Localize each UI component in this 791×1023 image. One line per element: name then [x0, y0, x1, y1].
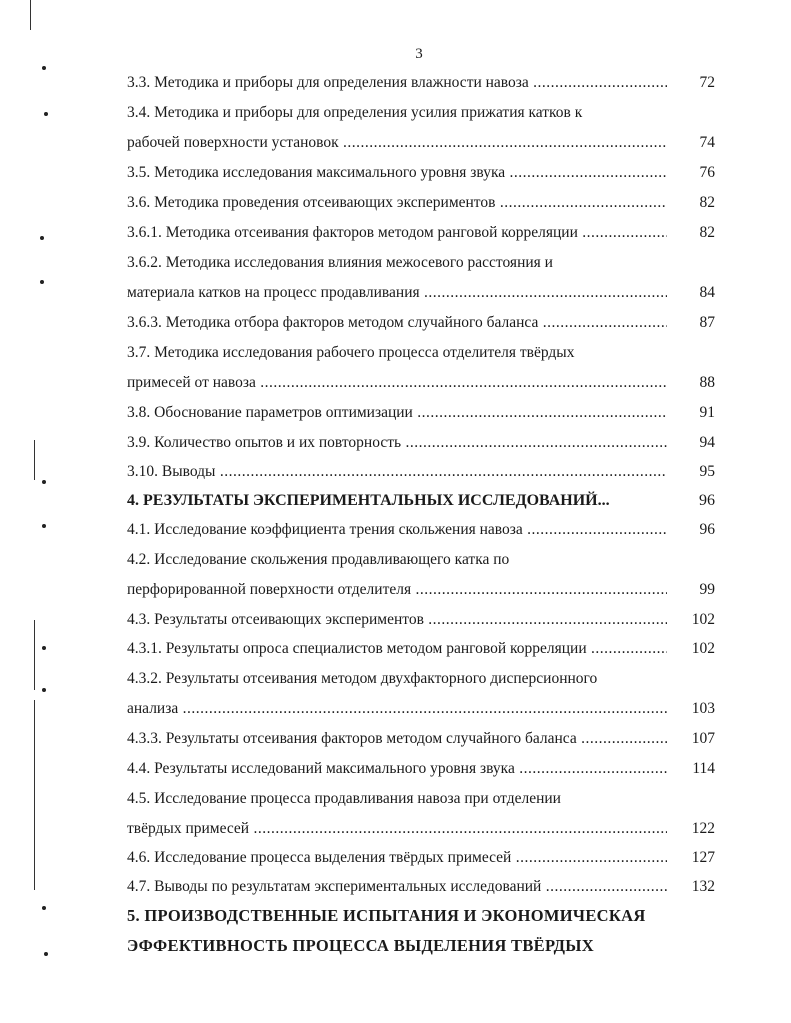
scan-speck: [42, 480, 46, 484]
toc-entry-page: 82: [699, 224, 715, 241]
toc-entry-title: анализа .....: [127, 697, 667, 721]
toc-entry-title: 3.6.1. Методика отсеивания факторов методом ранговой корреляции .....: [127, 221, 667, 245]
toc-entry-page: 94: [699, 434, 715, 451]
toc-entry-page: 88: [699, 374, 715, 391]
toc-entry: [127, 548, 721, 572]
toc-entry: [127, 787, 721, 811]
toc-entry-page: 96: [699, 492, 715, 509]
toc-entry-title: 3.8. Обоснование параметров оптимизации .....: [127, 401, 667, 425]
scan-edge-line: [34, 700, 35, 890]
toc-entry: [127, 71, 721, 95]
toc-entry-title: материала катков на процесс продавливания .....: [127, 281, 667, 305]
toc-entry-title: 4.2. Исследование скольжения продавливающего катка по: [127, 551, 510, 568]
toc-entry-title: 3.6.2. Методика исследования влияния межосевого расстояния и: [127, 254, 553, 271]
toc-entry: [127, 518, 721, 542]
toc-entry-page: 72: [699, 74, 715, 91]
toc-entry-title: 4.3. Результаты отсеивающих экспериментов .....: [127, 608, 667, 632]
toc-entry: [127, 697, 721, 721]
scan-speck: [42, 906, 46, 910]
toc-entry-title: 4.3.1. Результаты опроса специалистов методом ранговой корреляции .....: [127, 637, 667, 661]
toc-entry-page: 87: [699, 314, 715, 331]
toc-entry-page: 76: [699, 164, 715, 181]
toc-entry: [127, 846, 721, 870]
toc-entry: [127, 161, 721, 185]
toc-entry-title: 4.5. Исследование процесса продавливания навоза при отделении: [127, 790, 561, 807]
toc-entry: [127, 637, 721, 661]
toc-entry-title: 4.3.2. Результаты отсеивания методом двухфакторного дисперсионного: [127, 670, 598, 687]
toc-entry: [127, 460, 721, 484]
toc-entry-title: 3.7. Методика исследования рабочего процесса отделителя твёрдых: [127, 344, 575, 361]
scan-speck: [44, 112, 48, 116]
toc-entry: [127, 817, 721, 841]
toc-entry-page: 102: [691, 611, 715, 628]
toc-entry-title: 3.6. Методика проведения отсеивающих экспериментов .....: [127, 191, 667, 215]
toc-entry: [127, 341, 721, 365]
toc-entry: [127, 608, 721, 632]
toc-entry-page: 96: [699, 521, 715, 538]
toc-entry: [127, 191, 721, 215]
toc-entry-title: твёрдых примесей .....: [127, 817, 667, 841]
scan-speck: [42, 688, 46, 692]
toc-entry-title: 4. РЕЗУЛЬТАТЫ ЭКСПЕРИМЕНТАЛЬНЫХ ИССЛЕДОВАНИЙ...: [127, 492, 610, 509]
section-5-heading-line-2: ЭФФЕКТИВНОСТЬ ПРОЦЕССА ВЫДЕЛЕНИЯ ТВЁРДЫХ: [127, 936, 594, 955]
toc-entry-page: 99: [699, 581, 715, 598]
toc-entry-page: 107: [691, 730, 715, 747]
toc-entry-title: рабочей поверхности установок .....: [127, 131, 667, 155]
toc-entry-page: 102: [691, 640, 715, 657]
toc-entry-title: 3.10. Выводы .....: [127, 460, 667, 484]
toc-entry-title: 3.3. Методика и приборы для определения влажности навоза .....: [127, 71, 667, 95]
toc-entry: [127, 251, 721, 275]
toc-entry-title: 4.1. Исследование коэффициента трения скольжения навоза .....: [127, 518, 667, 542]
toc-entry-title: 4.3.3. Результаты отсеивания факторов методом случайного баланса .....: [127, 727, 667, 751]
scan-speck: [40, 280, 44, 284]
toc-chapter-entry: [127, 489, 721, 513]
section-5-heading-line-1: 5. ПРОИЗВОДСТВЕННЫЕ ИСПЫТАНИЯ И ЭКОНОМИЧЕСКАЯ: [127, 906, 646, 925]
toc-entry-title: 3.4. Методика и приборы для определения усилия прижатия катков к: [127, 104, 583, 121]
toc-entry-title: 4.7. Выводы по результатам экспериментальных исследований .....: [127, 875, 667, 899]
toc-entry-title: 4.6. Исследование процесса выделения твёрдых примесей .....: [127, 846, 667, 870]
toc-entry-page: 122: [691, 820, 715, 837]
toc-entry: [127, 101, 721, 125]
toc-entry-title: примесей от навоза .....: [127, 371, 667, 395]
toc-entry: [127, 667, 721, 691]
scan-speck: [44, 952, 48, 956]
toc-entry-page: 84: [699, 284, 715, 301]
toc-entry-page: 91: [699, 404, 715, 421]
toc-entry-page: 95: [699, 463, 715, 480]
scan-edge-line: [34, 440, 35, 480]
toc-entry-title: 4.4. Результаты исследований максимального уровня звука .....: [127, 757, 667, 781]
scan-speck: [40, 236, 44, 240]
scan-edge-line: [30, 0, 31, 30]
toc-entry: [127, 281, 721, 305]
toc-entry: [127, 875, 721, 899]
page-number: 3: [415, 46, 423, 62]
toc-entry: [127, 578, 721, 602]
toc-entry-page: 132: [691, 878, 715, 895]
scan-speck: [42, 524, 46, 528]
toc-entry: [127, 371, 721, 395]
toc-entry: [127, 311, 721, 335]
toc-entry-title: 3.9. Количество опытов и их повторность .....: [127, 431, 667, 455]
toc-entry: [127, 401, 721, 425]
toc-entry-title: 3.5. Методика исследования максимального уровня звука .....: [127, 161, 667, 185]
toc-entry: [127, 431, 721, 455]
scan-edge-line: [34, 620, 35, 690]
toc-entry: [127, 221, 721, 245]
scan-speck: [42, 66, 46, 70]
toc-entry-page: 114: [692, 760, 715, 777]
scan-speck: [42, 646, 46, 650]
toc-entry-title: перфорированной поверхности отделителя .....: [127, 578, 667, 602]
toc-entry-page: 127: [691, 849, 715, 866]
toc-entry-title: 3.6.3. Методика отбора факторов методом случайного баланса .....: [127, 311, 667, 335]
toc-entry-page: 103: [691, 700, 715, 717]
toc-entry: [127, 757, 721, 781]
toc-entry: [127, 131, 721, 155]
toc-entry-page: 82: [699, 194, 715, 211]
toc-entry: [127, 727, 721, 751]
toc-entry-page: 74: [699, 134, 715, 151]
